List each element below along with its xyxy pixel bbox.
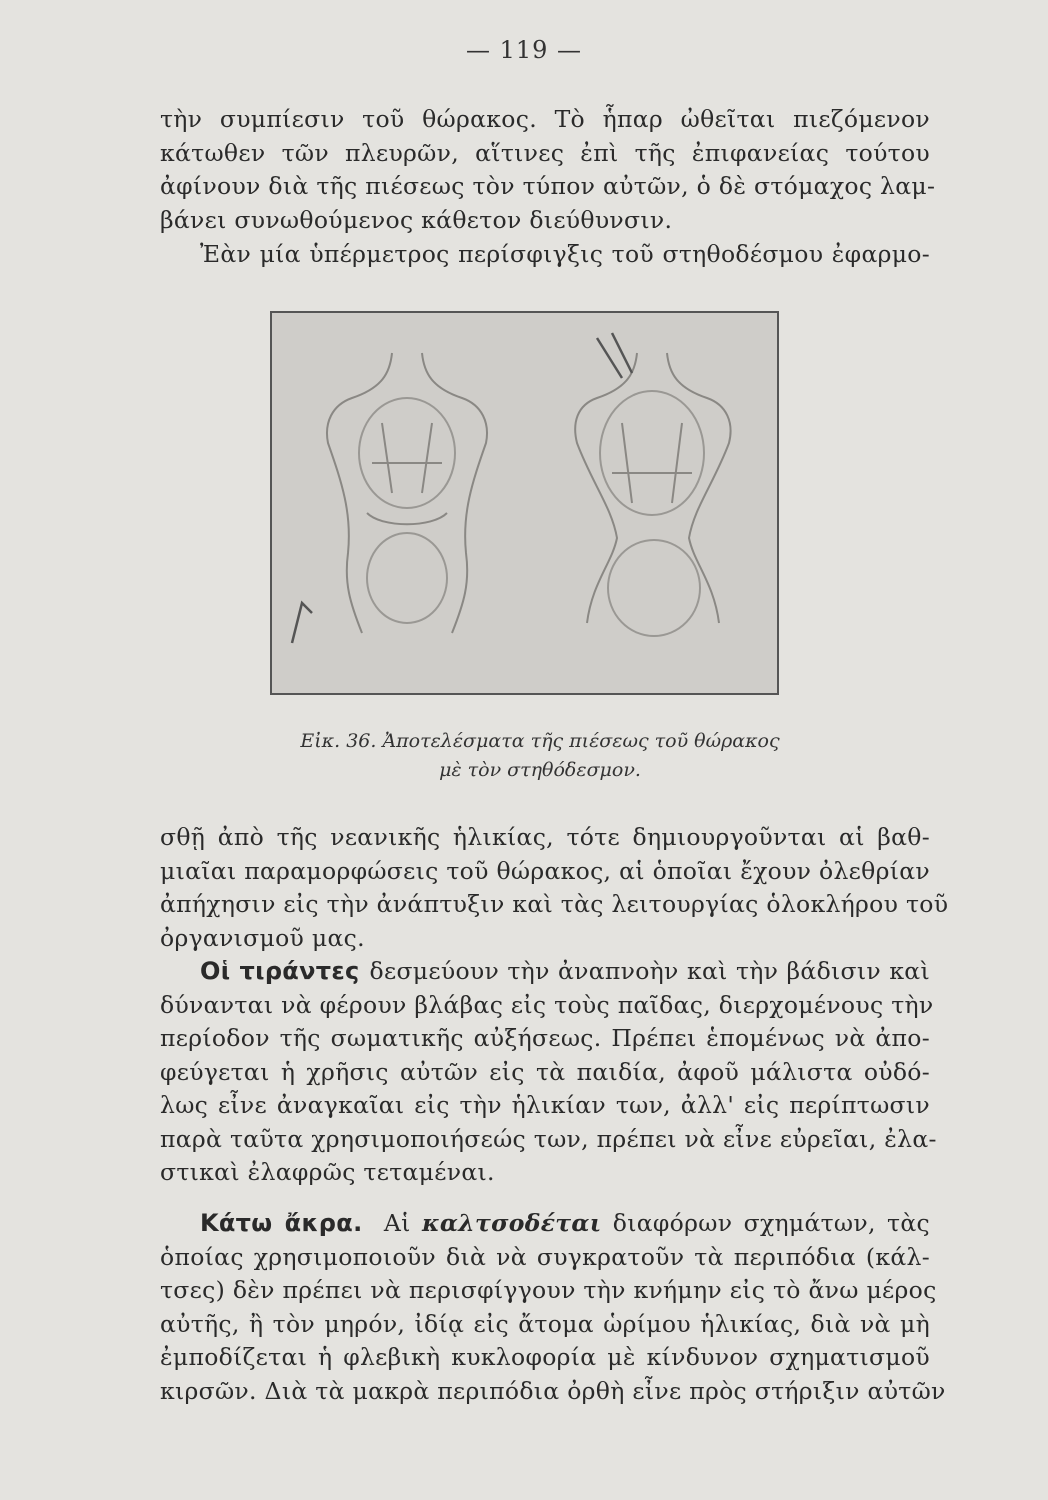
paragraph-line: λως εἶνε ἀναγκαῖαι εἰς τὴν ἡλικίαν των, ἀλλ' εἰς περίπτωσιν (160, 1091, 930, 1119)
paragraph-line: Ἐὰν μία ὑπέρμετρος περίσφιγξις τοῦ στηθοδέσμου ἐφαρμο- (200, 240, 930, 268)
paragraph-line: ἐμποδίζεται ἡ φλεβικὴ κυκλοφορία μὲ κίνδυνον σχηματισμοῦ (160, 1343, 930, 1371)
paragraph-line: ὁποίας χρησιμοποιοῦν διὰ νὰ συγκρατοῦν τὰ περιπόδια (κάλ- (160, 1242, 930, 1271)
paragraph-line: περίοδον τῆς σωματικῆς αὐξήσεως. Πρέπει ἑπομένως νὰ ἀπο- (160, 1024, 930, 1052)
paragraph-lower-limbs (160, 1207, 946, 1408)
paragraph-line: αὐτῆς, ἢ τὸν μηρόν, ἰδίᾳ εἰς ἄτομα ὡρίμου ἡλικίας, διὰ νὰ μὴ (160, 1309, 930, 1338)
text-fragment: Αἱ (383, 1209, 411, 1237)
paragraph-line: φεύγεται ἡ χρῆσις αὐτῶν εἰς τὰ παιδία, ἀφοῦ μάλιστα οὐδό- (160, 1057, 930, 1086)
section-heading-lower-limbs: Κάτω ἄκρα. (200, 1209, 363, 1237)
figure-caption (240, 727, 840, 785)
paragraph-line: στικαὶ ἐλαφρῶς τεταμέναι. (160, 1158, 495, 1186)
paragraph-3 (160, 821, 949, 955)
paragraph-2 (160, 238, 930, 272)
paragraph-line: τὴν συμπίεσιν τοῦ θώρακος. Τὸ ἧπαρ ὠθεῖται πιεζόμενον (160, 105, 930, 133)
page-number: — 119 — (465, 36, 583, 64)
paragraph-line: τσες) δὲν πρέπει νὰ περισφίγγουν τὴν κνήμην εἰς τὸ ἄνω μέρος (160, 1276, 937, 1304)
paragraph-line: μιαῖαι παραμορφώσεις τοῦ θώρακος, αἱ ὁποῖαι ἔχουν ὀλεθρίαν (160, 856, 930, 885)
paragraph-line: κάτωθεν τῶν πλευρῶν, αἵτινες ἐπὶ τῆς ἐπιφανείας τούτου (160, 138, 930, 167)
paragraph-line: ἀφίνουν διὰ τῆς πιέσεως τὸν τύπον αὐτῶν, ὁ δὲ στόμαχος λαμ- (160, 172, 936, 200)
paragraph-line: παρὰ ταῦτα χρησιμοποιήσεώς των, πρέπει νὰ εἶνε εὐρεῖαι, ἐλα- (160, 1124, 937, 1153)
paragraph-line: ἀπήχησιν εἰς τὴν ἀνάπτυξιν καὶ τὰς λειτουργίας ὁλοκλήρου τοῦ (160, 890, 949, 918)
figure-torso-illustration (270, 311, 779, 695)
paragraph-line: σθῇ ἀπὸ τῆς νεανικῆς ἡλικίας, τότε δημιουργοῦνται αἱ βαθ- (160, 823, 930, 851)
paragraph-suspenders (160, 955, 937, 1190)
paragraph-line: κιρσῶν. Διὰ τὰ μακρὰ περιπόδια ὀρθὴ εἶνε πρὸς στήριξιν αὐτῶν (160, 1376, 946, 1405)
text-fragment: διαφόρων σχημάτων, τὰς (612, 1209, 930, 1237)
paragraph-line (160, 955, 930, 989)
caption-line-2: μὲ τὸν στηθόδεσμον. (439, 759, 641, 781)
emphasized-term: καλτσοδέται (421, 1209, 602, 1237)
paragraph-line: ὀργανισμοῦ μας. (160, 923, 365, 952)
caption-line-1: Εἰκ. 36. Ἀποτελέσματα τῆς πιέσεως τοῦ θώρακος (300, 730, 780, 752)
paragraph-line: δύνανται νὰ φέρουν βλάβας εἰς τοὺς παῖδας, διερχομένους τὴν (160, 990, 934, 1019)
paragraph-1 (160, 103, 936, 237)
paragraph-line (160, 1207, 930, 1241)
torso-drawing (272, 313, 777, 693)
paragraph-line: βάνει συνωθούμενος κάθετον διεύθυνσιν. (160, 205, 673, 234)
heading-line-rest: δεσμεύουν τὴν ἀναπνοὴν καὶ τὴν βάδισιν καὶ (369, 957, 930, 985)
section-heading-suspenders: Οἱ τιράντες (200, 957, 360, 985)
